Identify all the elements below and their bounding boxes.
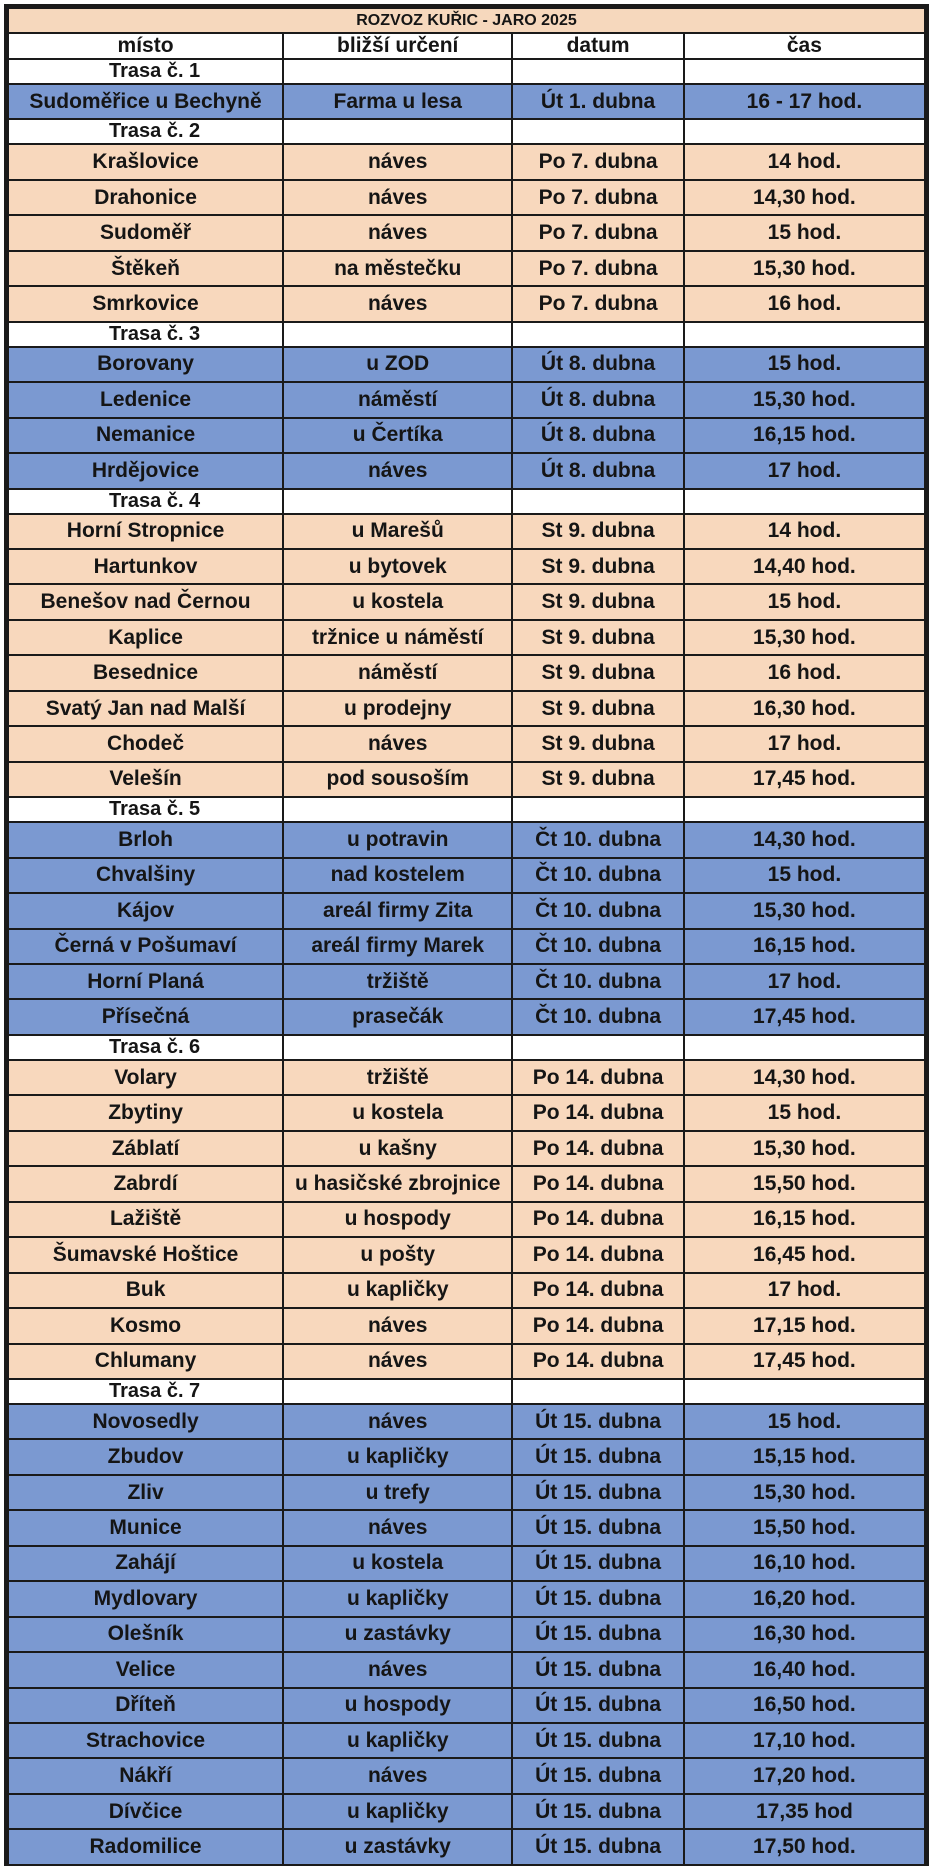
column-header-location-detail: bližší určení [283,33,512,59]
stop-time: 16,40 hod. [684,1652,925,1687]
route-header-row [8,119,925,144]
stop-time: 17,15 hod. [684,1308,925,1343]
page-title: ROZVOZ KUŘIC - JARO 2025 [8,8,925,33]
stop-time: 14,30 hod. [684,822,925,857]
stop-row [8,1308,925,1343]
stop-row [8,1131,925,1166]
route-empty-cell [283,489,512,514]
stop-place: Zbytiny [8,1095,283,1130]
stop-time: 17 hod. [684,964,925,999]
header-row [8,33,925,59]
route-header-row [8,59,925,84]
stop-row [8,1439,925,1474]
stop-row [8,929,925,964]
stop-time: 15,30 hod. [684,1475,925,1510]
route-empty-cell [283,322,512,347]
stop-location-detail: náměstí [283,655,512,690]
stop-location-detail: náves [283,1652,512,1687]
stop-time: 15 hod. [684,1404,925,1439]
stop-row [8,1758,925,1793]
stop-row [8,1829,925,1864]
stop-location-detail: náves [283,1758,512,1793]
stop-place: Nemanice [8,418,283,453]
stop-date: Út 8. dubna [512,453,683,488]
stop-location-detail: u zastávky [283,1829,512,1864]
stop-place: Brloh [8,822,283,857]
stop-location-detail: Farma u lesa [283,84,512,119]
route-label: Trasa č. 6 [8,1035,283,1060]
stop-place: Horní Planá [8,964,283,999]
stop-time: 16 - 17 hod. [684,84,925,119]
stop-place: Velešín [8,762,283,797]
stop-location-detail: u Marešů [283,514,512,549]
stop-place: Buk [8,1273,283,1308]
stop-time: 17 hod. [684,453,925,488]
stop-location-detail: u ZOD [283,347,512,382]
stop-row [8,893,925,928]
route-header-row [8,797,925,822]
stop-date: Út 15. dubna [512,1581,683,1616]
stop-time: 17,35 hod [684,1794,925,1829]
route-empty-cell [512,59,683,84]
route-empty-cell [684,489,925,514]
stop-place: Drahonice [8,180,283,215]
stop-time: 17,45 hod. [684,999,925,1034]
column-header-place: místo [8,33,283,59]
stop-date: Út 15. dubna [512,1794,683,1829]
route-empty-cell [283,1379,512,1404]
stop-place: Velice [8,1652,283,1687]
stop-date: Út 15. dubna [512,1475,683,1510]
route-empty-cell [512,797,683,822]
stop-place: Olešník [8,1617,283,1652]
stop-place: Ledenice [8,382,283,417]
stop-row [8,382,925,417]
stop-place: Besednice [8,655,283,690]
stop-row [8,691,925,726]
stop-date: Út 15. dubna [512,1758,683,1793]
stop-place: Zbudov [8,1439,283,1474]
column-header-date: datum [512,33,683,59]
stop-row [8,347,925,382]
stop-location-detail: u kašny [283,1131,512,1166]
stop-location-detail: u pošty [283,1237,512,1272]
stop-location-detail: u potravin [283,822,512,857]
route-label: Trasa č. 1 [8,59,283,84]
stop-date: Čt 10. dubna [512,964,683,999]
stop-time: 16 hod. [684,655,925,690]
route-empty-cell [512,119,683,144]
route-empty-cell [512,1035,683,1060]
stop-location-detail: u Čertíka [283,418,512,453]
stop-date: Út 15. dubna [512,1510,683,1545]
stop-location-detail: u kapličky [283,1439,512,1474]
stop-location-detail: u hospody [283,1202,512,1237]
stop-time: 15 hod. [684,347,925,382]
stop-date: St 9. dubna [512,514,683,549]
column-header-time: čas [684,33,925,59]
stop-date: St 9. dubna [512,584,683,619]
stop-date: Út 15. dubna [512,1546,683,1581]
stop-date: Út 1. dubna [512,84,683,119]
stop-time: 16 hod. [684,286,925,321]
stop-row [8,655,925,690]
stop-place: Přísečná [8,999,283,1034]
stop-place: Sudoměřice u Bechyně [8,84,283,119]
stop-date: Út 8. dubna [512,382,683,417]
stop-row [8,1166,925,1201]
stop-date: Po 14. dubna [512,1308,683,1343]
stop-time: 17,50 hod. [684,1829,925,1864]
stop-time: 15 hod. [684,1095,925,1130]
title-row [8,8,925,33]
route-empty-cell [283,797,512,822]
stop-location-detail: náměstí [283,382,512,417]
stop-location-detail: u kapličky [283,1581,512,1616]
stop-time: 14 hod. [684,144,925,179]
stop-date: Út 15. dubna [512,1617,683,1652]
stop-location-detail: u zastávky [283,1617,512,1652]
stop-location-detail: náves [283,726,512,761]
stop-row [8,964,925,999]
route-label: Trasa č. 7 [8,1379,283,1404]
stop-date: Út 15. dubna [512,1723,683,1758]
stop-location-detail: na městečku [283,251,512,286]
stop-place: Chvalšiny [8,858,283,893]
stop-row [8,1475,925,1510]
stop-time: 16,20 hod. [684,1581,925,1616]
stop-location-detail: areál firmy Marek [283,929,512,964]
stop-row [8,1688,925,1723]
stop-place: Smrkovice [8,286,283,321]
stop-location-detail: u kapličky [283,1723,512,1758]
route-label: Trasa č. 4 [8,489,283,514]
stop-row [8,1202,925,1237]
stop-row [8,1652,925,1687]
route-empty-cell [684,797,925,822]
route-empty-cell [512,322,683,347]
stop-time: 15,30 hod. [684,251,925,286]
stop-time: 16,30 hod. [684,1617,925,1652]
stop-row [8,180,925,215]
route-empty-cell [684,59,925,84]
stop-location-detail: náves [283,180,512,215]
stop-date: Út 15. dubna [512,1829,683,1864]
delivery-schedule-sheet [4,4,929,1866]
stop-time: 14,30 hod. [684,1060,925,1095]
stop-row [8,1060,925,1095]
stop-date: Po 7. dubna [512,215,683,250]
stop-location-detail: u hospody [283,1688,512,1723]
stop-date: Út 15. dubna [512,1688,683,1723]
stop-row [8,1510,925,1545]
stop-location-detail: nad kostelem [283,858,512,893]
stop-time: 17,20 hod. [684,1758,925,1793]
stop-place: Lažiště [8,1202,283,1237]
route-header-row [8,1035,925,1060]
stop-place: Benešov nad Černou [8,584,283,619]
stop-row [8,1546,925,1581]
stop-location-detail: náves [283,1404,512,1439]
stop-time: 15 hod. [684,858,925,893]
stop-time: 17,45 hod. [684,1344,925,1379]
stop-location-detail: tržiště [283,1060,512,1095]
stop-place: Svatý Jan nad Malší [8,691,283,726]
stop-row [8,215,925,250]
stop-date: Po 7. dubna [512,251,683,286]
stop-time: 16,45 hod. [684,1237,925,1272]
stop-row [8,726,925,761]
stop-place: Dívčice [8,1794,283,1829]
stop-row [8,1581,925,1616]
stop-location-detail: u kapličky [283,1273,512,1308]
stop-date: Čt 10. dubna [512,858,683,893]
schedule-body [8,8,925,1865]
stop-date: Po 14. dubna [512,1344,683,1379]
stop-time: 14 hod. [684,514,925,549]
stop-date: Po 14. dubna [512,1202,683,1237]
stop-place: Štěkeň [8,251,283,286]
stop-time: 15,30 hod. [684,893,925,928]
stop-place: Sudoměř [8,215,283,250]
route-label: Trasa č. 2 [8,119,283,144]
route-empty-cell [512,489,683,514]
stop-place: Kosmo [8,1308,283,1343]
stop-location-detail: u prodejny [283,691,512,726]
route-label: Trasa č. 5 [8,797,283,822]
route-header-row [8,322,925,347]
stop-place: Horní Stropnice [8,514,283,549]
stop-row [8,762,925,797]
stop-location-detail: u trefy [283,1475,512,1510]
stop-time: 17 hod. [684,1273,925,1308]
stop-place: Munice [8,1510,283,1545]
stop-time: 15 hod. [684,584,925,619]
stop-date: Po 14. dubna [512,1273,683,1308]
stop-place: Mydlovary [8,1581,283,1616]
stop-date: Út 15. dubna [512,1439,683,1474]
stop-place: Záblatí [8,1131,283,1166]
stop-location-detail: prasečák [283,999,512,1034]
stop-location-detail: u kostela [283,584,512,619]
stop-time: 15,30 hod. [684,620,925,655]
stop-location-detail: tržnice u náměstí [283,620,512,655]
stop-time: 15,30 hod. [684,1131,925,1166]
stop-row [8,822,925,857]
stop-place: Volary [8,1060,283,1095]
route-empty-cell [684,322,925,347]
stop-location-detail: u bytovek [283,549,512,584]
stop-date: Út 8. dubna [512,418,683,453]
stop-row [8,251,925,286]
stop-row [8,453,925,488]
stop-place: Zabrdí [8,1166,283,1201]
stop-time: 16,50 hod. [684,1688,925,1723]
stop-place: Hartunkov [8,549,283,584]
stop-date: St 9. dubna [512,620,683,655]
stop-time: 14,40 hod. [684,549,925,584]
stop-time: 16,10 hod. [684,1546,925,1581]
stop-time: 16,15 hod. [684,1202,925,1237]
stop-time: 14,30 hod. [684,180,925,215]
route-empty-cell [283,119,512,144]
stop-place: Dříteň [8,1688,283,1723]
stop-row [8,1095,925,1130]
stop-place: Nákří [8,1758,283,1793]
stop-date: St 9. dubna [512,726,683,761]
stop-time: 16,15 hod. [684,929,925,964]
route-empty-cell [512,1379,683,1404]
stop-row [8,999,925,1034]
stop-location-detail: náves [283,144,512,179]
stop-place: Hrdějovice [8,453,283,488]
stop-place: Strachovice [8,1723,283,1758]
stop-date: Čt 10. dubna [512,999,683,1034]
stop-date: St 9. dubna [512,691,683,726]
stop-date: Čt 10. dubna [512,893,683,928]
stop-place: Kaplice [8,620,283,655]
stop-row [8,858,925,893]
stop-date: Po 14. dubna [512,1131,683,1166]
stop-place: Novosedly [8,1404,283,1439]
stop-location-detail: u kapličky [283,1794,512,1829]
stop-row [8,1404,925,1439]
stop-row [8,549,925,584]
stop-row [8,286,925,321]
stop-place: Zahájí [8,1546,283,1581]
stop-time: 17 hod. [684,726,925,761]
stop-row [8,418,925,453]
stop-location-detail: náves [283,286,512,321]
route-empty-cell [283,1035,512,1060]
stop-date: Po 7. dubna [512,286,683,321]
stop-location-detail: náves [283,1510,512,1545]
stop-place: Černá v Pošumaví [8,929,283,964]
stop-place: Borovany [8,347,283,382]
stop-time: 16,15 hod. [684,418,925,453]
stop-location-detail: náves [283,453,512,488]
stop-date: Po 14. dubna [512,1237,683,1272]
stop-row [8,1723,925,1758]
stop-date: Út 15. dubna [512,1404,683,1439]
stop-place: Chodeč [8,726,283,761]
stop-location-detail: areál firmy Zita [283,893,512,928]
stop-row [8,1237,925,1272]
stop-place: Chlumany [8,1344,283,1379]
stop-row [8,144,925,179]
stop-place: Kájov [8,893,283,928]
stop-row [8,84,925,119]
route-empty-cell [684,119,925,144]
stop-date: Po 14. dubna [512,1166,683,1201]
stop-place: Zliv [8,1475,283,1510]
stop-location-detail: u kostela [283,1546,512,1581]
stop-date: Po 7. dubna [512,144,683,179]
stop-date: Čt 10. dubna [512,929,683,964]
stop-time: 15,30 hod. [684,382,925,417]
stop-row [8,514,925,549]
stop-row [8,1344,925,1379]
stop-date: Út 8. dubna [512,347,683,382]
stop-location-detail: u kostela [283,1095,512,1130]
stop-time: 17,45 hod. [684,762,925,797]
stop-date: Čt 10. dubna [512,822,683,857]
stop-location-detail: náves [283,1308,512,1343]
stop-location-detail: u hasičské zbrojnice [283,1166,512,1201]
stop-row [8,584,925,619]
route-empty-cell [283,59,512,84]
stop-time: 15,50 hod. [684,1510,925,1545]
stop-date: Po 14. dubna [512,1060,683,1095]
stop-row [8,620,925,655]
stop-row [8,1617,925,1652]
stop-date: St 9. dubna [512,549,683,584]
stop-row [8,1273,925,1308]
stop-time: 15 hod. [684,215,925,250]
stop-location-detail: náves [283,215,512,250]
stop-place: Šumavské Hoštice [8,1237,283,1272]
stop-time: 15,15 hod. [684,1439,925,1474]
stop-place: Radomilice [8,1829,283,1864]
stop-date: Po 7. dubna [512,180,683,215]
stop-date: St 9. dubna [512,655,683,690]
stop-row [8,1794,925,1829]
route-empty-cell [684,1035,925,1060]
stop-date: Po 14. dubna [512,1095,683,1130]
stop-time: 17,10 hod. [684,1723,925,1758]
stop-date: St 9. dubna [512,762,683,797]
stop-location-detail: pod sousoším [283,762,512,797]
stop-place: Krašlovice [8,144,283,179]
stop-time: 16,30 hod. [684,691,925,726]
delivery-schedule-table [7,7,926,1866]
route-header-row [8,489,925,514]
stop-location-detail: náves [283,1344,512,1379]
stop-date: Út 15. dubna [512,1652,683,1687]
stop-location-detail: tržiště [283,964,512,999]
route-header-row [8,1379,925,1404]
route-label: Trasa č. 3 [8,322,283,347]
route-empty-cell [684,1379,925,1404]
stop-time: 15,50 hod. [684,1166,925,1201]
